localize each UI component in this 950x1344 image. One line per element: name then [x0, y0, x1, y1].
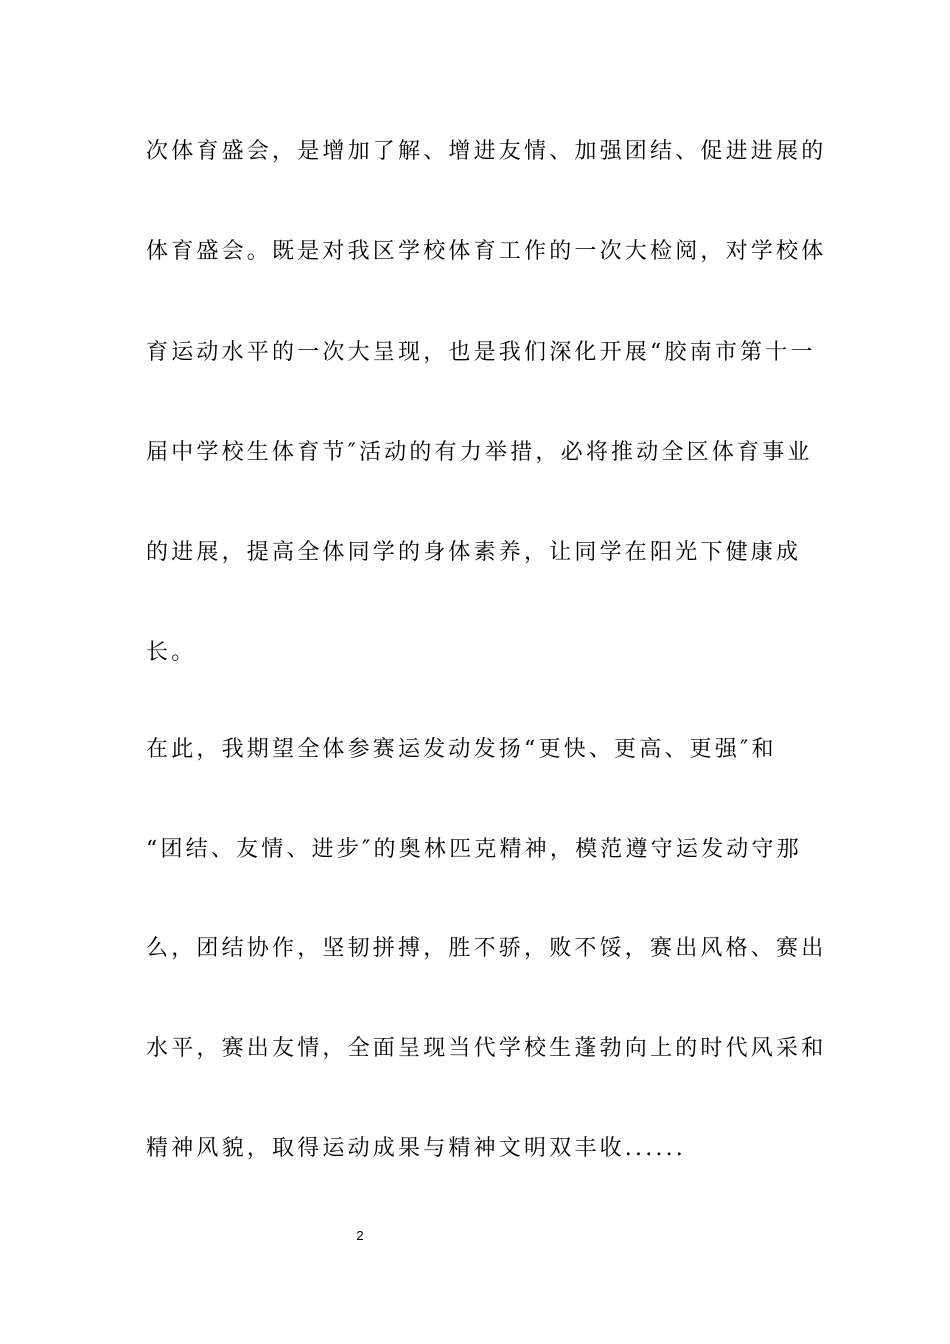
- page-number: 2: [356, 1228, 364, 1243]
- paragraph-2-line-5: 精神风貌，取得运动成果与精神文明双丰收......: [146, 1136, 686, 1161]
- paragraph-1-line-4: 届中学校生体育节″活动的有力举措，必将推动全区体育事业: [146, 440, 813, 465]
- paragraph-1-line-5: 的进展，提高全体同学的身体素养，让同学在阳光下健康成: [146, 540, 802, 565]
- paragraph-1-line-1: 次体育盛会，是增加了解、增进友情、加强团结、促进进展的: [146, 139, 827, 164]
- paragraph-2-line-4: 水平，赛出友情，全面呈现当代学校生蓬勃向上的时代风采和: [146, 1036, 827, 1061]
- paragraph-2-line-1: 在此，我期望全体参赛运发动发扬“更快、更高、更强″和: [146, 737, 777, 762]
- paragraph-1-line-3: 育运动水平的一次大呈现，也是我们深化开展“胶南市第十一: [146, 340, 816, 365]
- paragraph-1-line-6: 长。: [146, 640, 197, 665]
- paragraph-2-line-3: 么，团结协作，坚韧拼搏，胜不骄，败不馁，赛出风格、赛出: [146, 936, 827, 961]
- paragraph-1-line-2: 体育盛会。既是对我区学校体育工作的一次大检阅，对学校体: [146, 239, 827, 264]
- paragraph-2-line-2: “团结、友情、进步″的奥林匹克精神，模范遵守运发动守那: [146, 837, 802, 862]
